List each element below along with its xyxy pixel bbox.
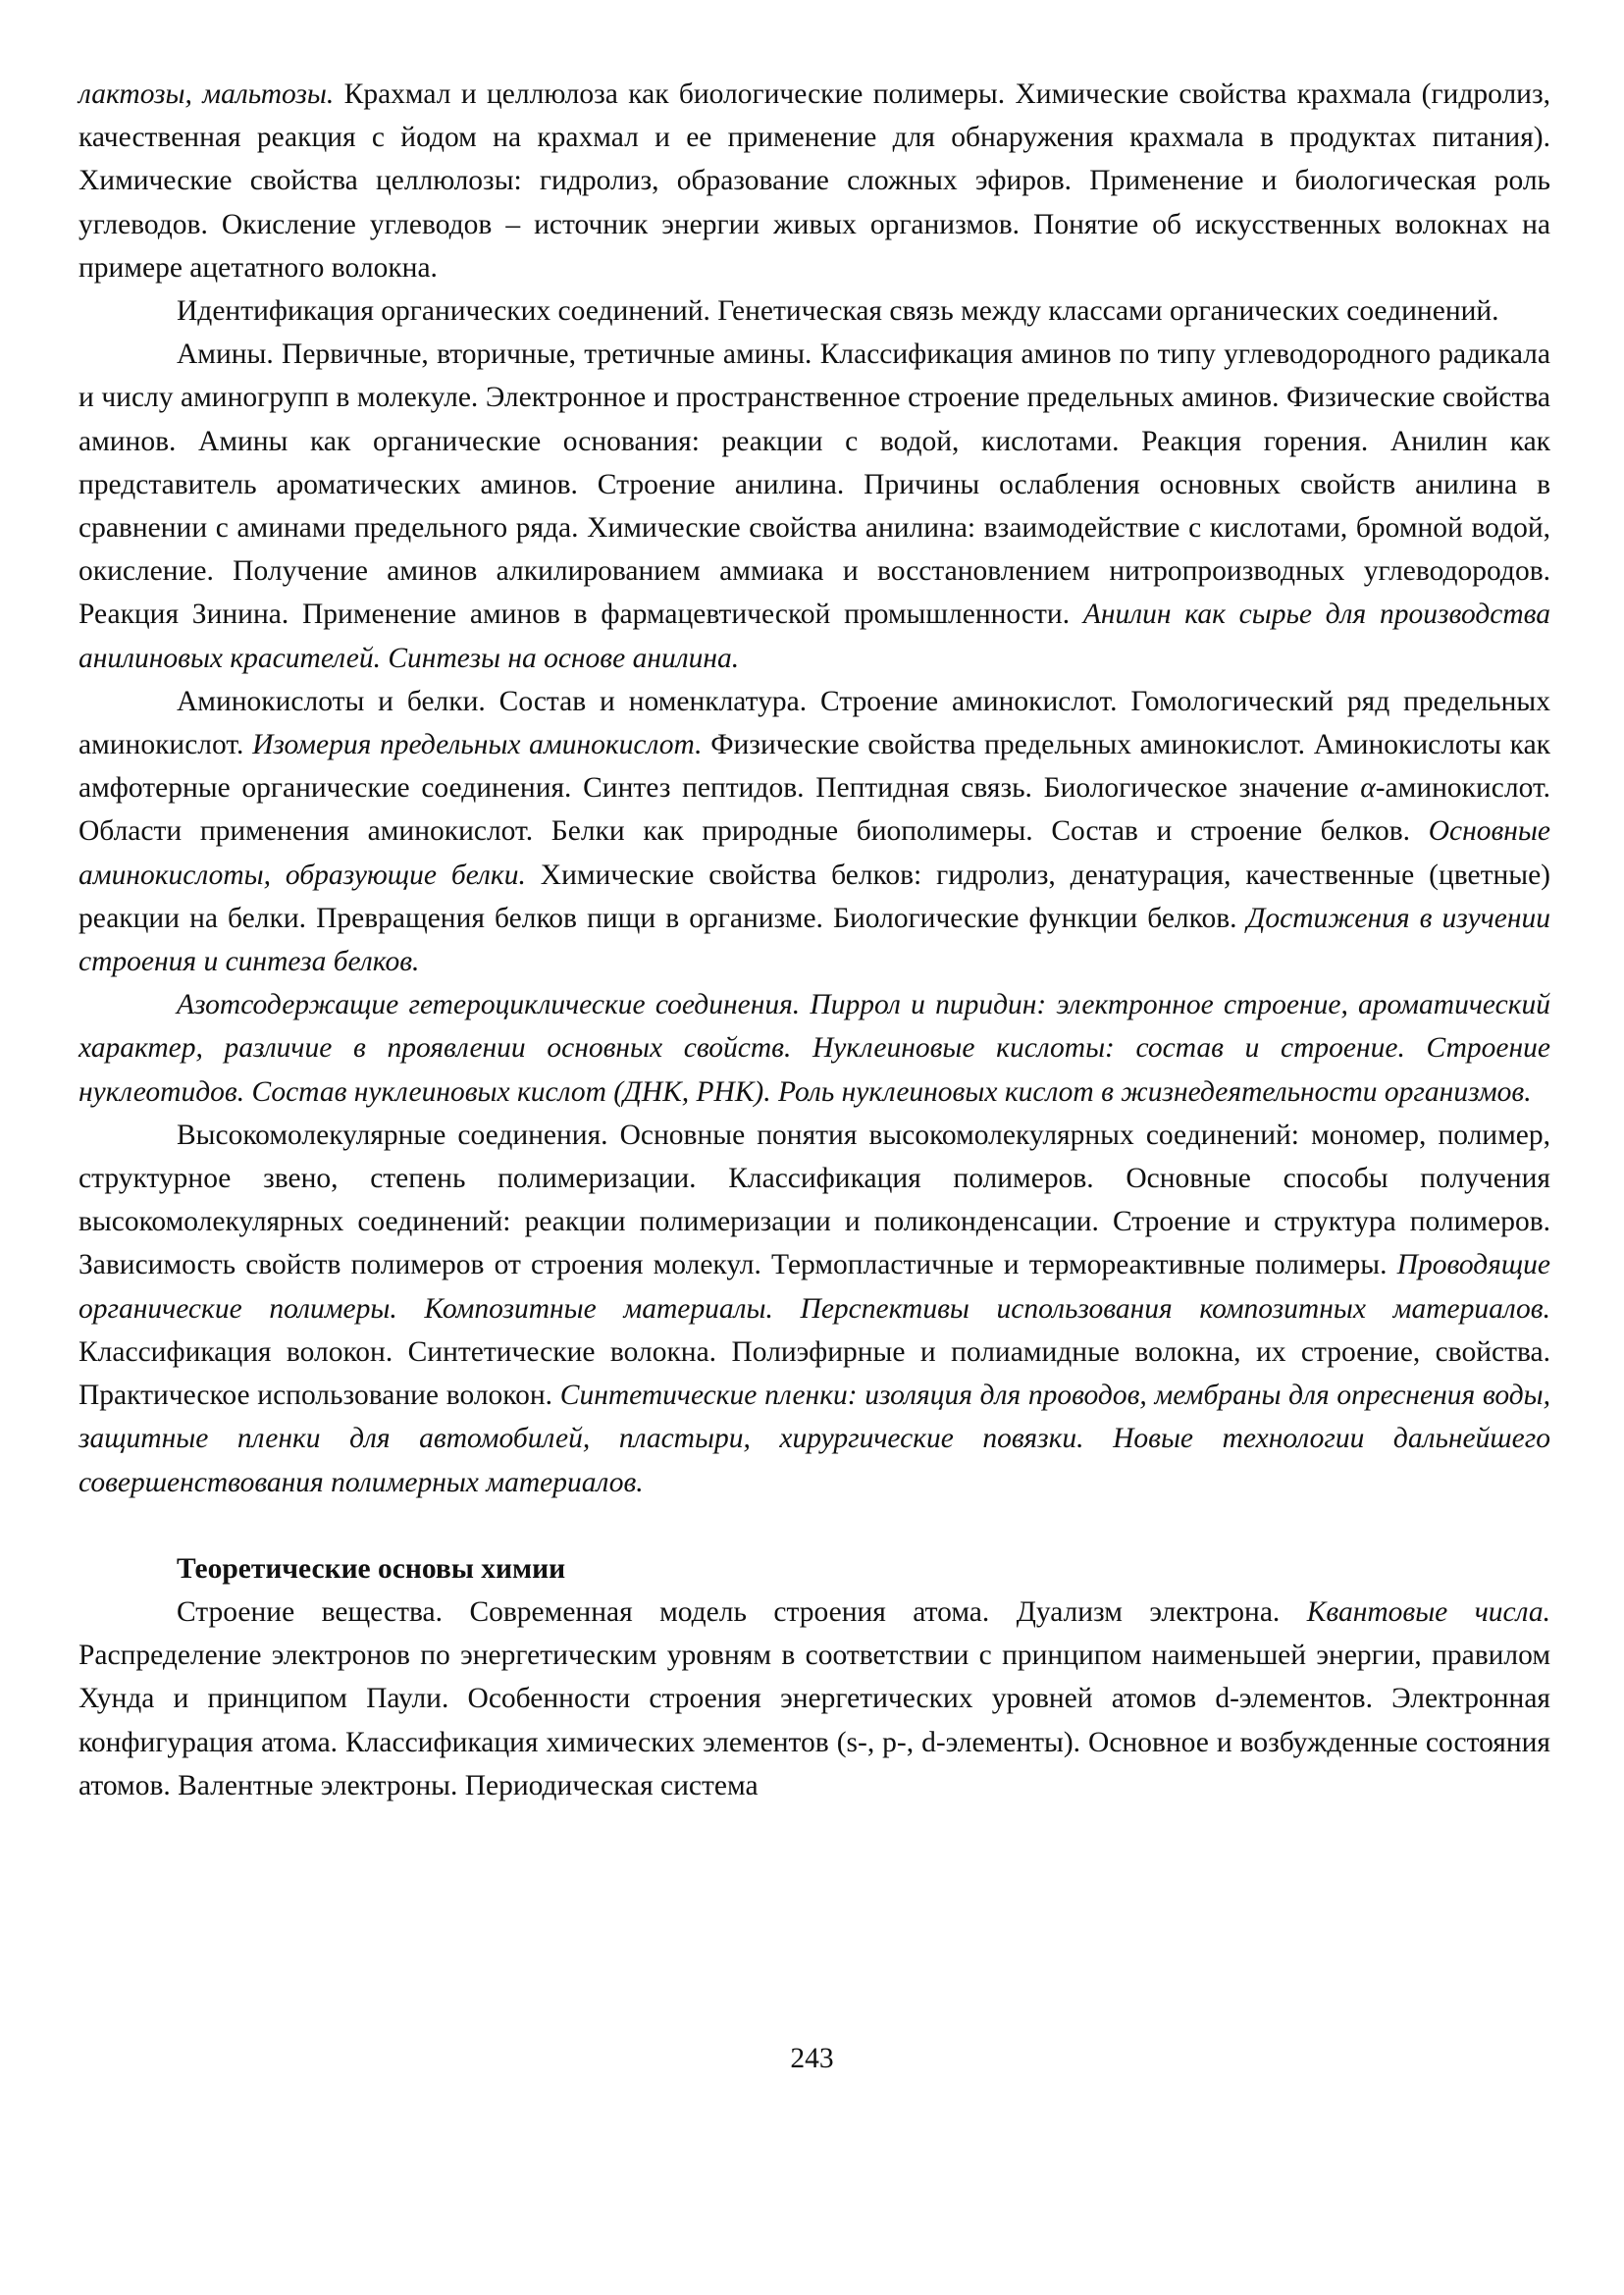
- italic-text-segment: α: [1360, 772, 1376, 805]
- paragraph: [79, 289, 1550, 333]
- text-segment: Идентификация органических соединений. Генетическая связь между классами органических соединений.: [177, 295, 1499, 328]
- document-page: [79, 73, 1550, 1807]
- paragraph: [79, 1114, 1550, 1504]
- text-segment: Строение вещества. Современная модель строения атома. Дуализм электрона.: [177, 1595, 1307, 1628]
- page-number: 243: [790, 2043, 834, 2074]
- paragraph: [79, 333, 1550, 680]
- section-heading: Теоретические основы химии: [177, 1552, 566, 1585]
- paragraph: [79, 983, 1550, 1114]
- text-segment: Высокомолекулярные соединения. Основные понятия высокомолекулярных соединений: мономер, полимер, структурное звено, степень полимеризации. Классификация полимеров. Основные способы получения высокомолекулярных соединений: реакции полимеризации и поликонденсации. Строение и структура полимеров. Зависимость свойств полимеров от строения молекул. Термопластичные и термореактивные полимеры.: [79, 1119, 1550, 1281]
- text-segment: Аминокислоты и белки. Состав и номенклатура. Строение аминокислот. Гомологический ряд предельных аминокислот.: [79, 685, 1550, 761]
- italic-text-segment: лактозы, мальтозы.: [79, 78, 335, 110]
- text-segment: Амины. Первичные, вторичные, третичные амины. Классификация аминов по типу углеводородного радикала и числу аминогрупп в молекуле. Электронное и пространственное строение предельных аминов. Физические свойства аминов. Амины как органические основания: реакции с водой, кислотами. Реакция горения. Анилин как представитель ароматических аминов. Строение анилина. Причины ослабления основных свойств анилина в сравнении с аминами предельного ряда. Химические свойства анилина: взаимодействие с кислотами, бромной водой, окисление. Получение аминов алкилированием аммиака и восстановлением нитропроизводных углеводородов. Реакция Зинина. Применение аминов в фармацевтической промышленности.: [79, 339, 1550, 631]
- italic-text-segment: Квантовые числа.: [1306, 1595, 1550, 1628]
- text-segment: Химические свойства белков: гидролиз, денатурация, качественные (цветные) реакции на белки. Превращения белков пищи в организме. Биологические функции белков.: [79, 859, 1550, 934]
- text-segment: Физические свойства предельных аминокислот. Аминокислоты как амфотерные органические соединения. Синтез пептидов. Пептидная связь. Биологическое значение: [79, 729, 1550, 805]
- italic-text-segment: Анилин как сырье для производства анилиновых красителей. Синтезы на основе анилина.: [79, 599, 1550, 674]
- italic-text-segment: Азотсодержащие гетероциклические соединения. Пиррол и пиридин: электронное строение, ароматический характер, различие в проявлении основных свойств. Нуклеиновые кислоты: состав и строение. Строение нуклеотидов. Состав нуклеиновых кислот (ДНК, РНК). Роль нуклеиновых кислот в жизнедеятельности организмов.: [79, 989, 1550, 1108]
- italic-text-segment: Синтетические пленки: изоляция для проводов, мембраны для опреснения воды, защитные пленки для автомобилей, пластыри, хирургические повязки. Новые технологии дальнейшего совершенствования полимерных материалов.: [79, 1380, 1551, 1498]
- text-segment: -аминокислот. Области применения аминокислот. Белки как природные биополимеры. Состав и строение белков.: [79, 772, 1550, 848]
- body-text: [79, 73, 1550, 1504]
- paragraph: [79, 680, 1550, 983]
- italic-text-segment: Основные аминокислоты, образующие белки.: [79, 815, 1550, 891]
- italic-text-segment: Изомерия предельных аминокислот.: [252, 729, 703, 761]
- section-body: [79, 1591, 1550, 1807]
- text-segment: Крахмал и целлюлоза как биологические полимеры. Химические свойства крахмала (гидролиз, качественная реакция с йодом на крахмал и ее применение для обнаружения крахмала в продуктах питания). Химические свойства целлюлозы: гидролиз, образование сложных эфиров. Применение и биологическая роль углеводов. Окисление углеводов – источник энергии живых организмов. Понятие об искусственных волокнах на примере ацетатного волокна.: [79, 78, 1550, 284]
- italic-text-segment: Достижения в изучении строения и синтеза белков.: [79, 902, 1550, 978]
- paragraph: [79, 73, 1550, 289]
- text-segment: Распределение электронов по энергетическим уровням в соответствии с принципом наименьшей энергии, правилом Хунда и принципом Паули. Особенности строения энергетических уровней атомов d-элементов. Электронная конфигурация атома. Классификация химических элементов (s-, p-, d-элементы). Основное и возбужденные состояния атомов. Валентные электроны. Периодическая система: [79, 1640, 1550, 1801]
- text-segment: Классификация волокон. Синтетические волокна. Полиэфирные и полиамидные волокна, их строение, свойства. Практическое использование волокон.: [79, 1335, 1550, 1412]
- italic-text-segment: Проводящие органические полимеры. Композитные материалы. Перспективы использования композитных материалов.: [79, 1249, 1550, 1325]
- paragraph: [79, 1591, 1550, 1807]
